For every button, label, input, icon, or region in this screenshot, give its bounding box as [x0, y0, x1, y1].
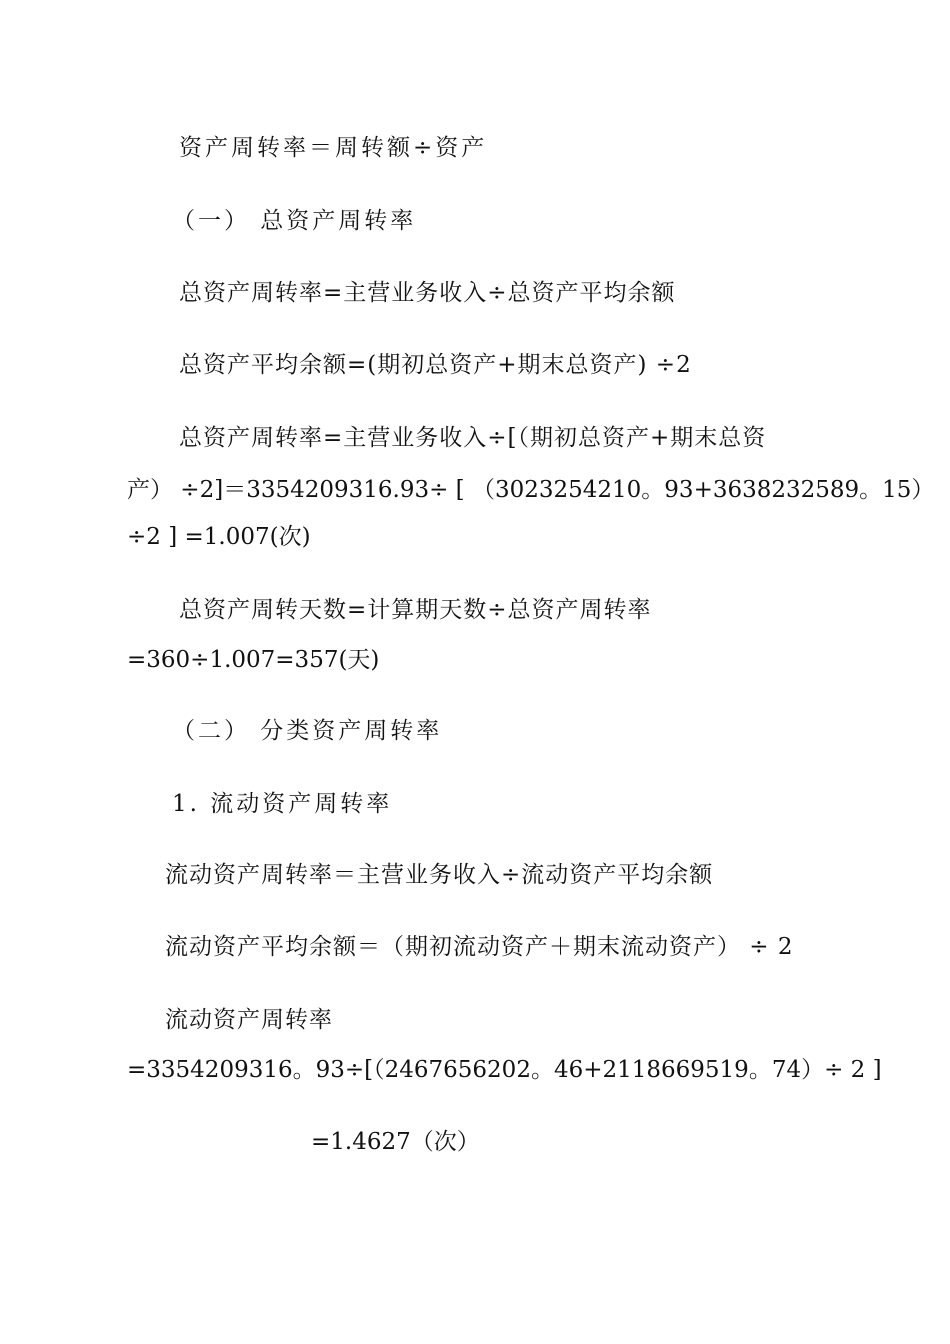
subsection-heading: 1. 流动资产周转率: [172, 791, 393, 817]
formula-line: ÷2 ] =1.007(次): [127, 524, 311, 550]
formula-result: =1.4627（次）: [311, 1129, 480, 1155]
section-heading: （二） 分类资产周转率: [172, 718, 443, 744]
formula-line: =3354209316。93÷[（2467656202。46+2118669519。74）÷ 2 ]: [127, 1057, 882, 1083]
section-heading: （一） 总资产周转率: [172, 208, 417, 234]
formula-line: 流动资产周转率＝主营业务收入÷流动资产平均余额: [165, 862, 714, 888]
formula-line: 总资产周转率=主营业务收入÷总资产平均余额: [179, 280, 676, 306]
formula-line: =360÷1.007=357(天): [127, 647, 380, 673]
formula-line: 总资产周转天数=计算期天数÷总资产周转率: [179, 597, 652, 623]
formula-line: 总资产周转率=主营业务收入÷[（期初总资产+期末总资: [179, 425, 767, 451]
formula-line: 流动资产平均余额＝（期初流动资产＋期末流动资产） ÷ 2: [165, 934, 794, 960]
formula-line: 产） ÷2]＝3354209316.93÷ [ （3023254210。93+3638232589。15）: [127, 477, 935, 503]
formula-line: 总资产平均余额=(期初总资产+期末总资产) ÷2: [179, 352, 692, 378]
formula-line: 流动资产周转率: [165, 1007, 333, 1033]
text-line: 资产周转率＝周转额÷资产: [179, 135, 488, 161]
